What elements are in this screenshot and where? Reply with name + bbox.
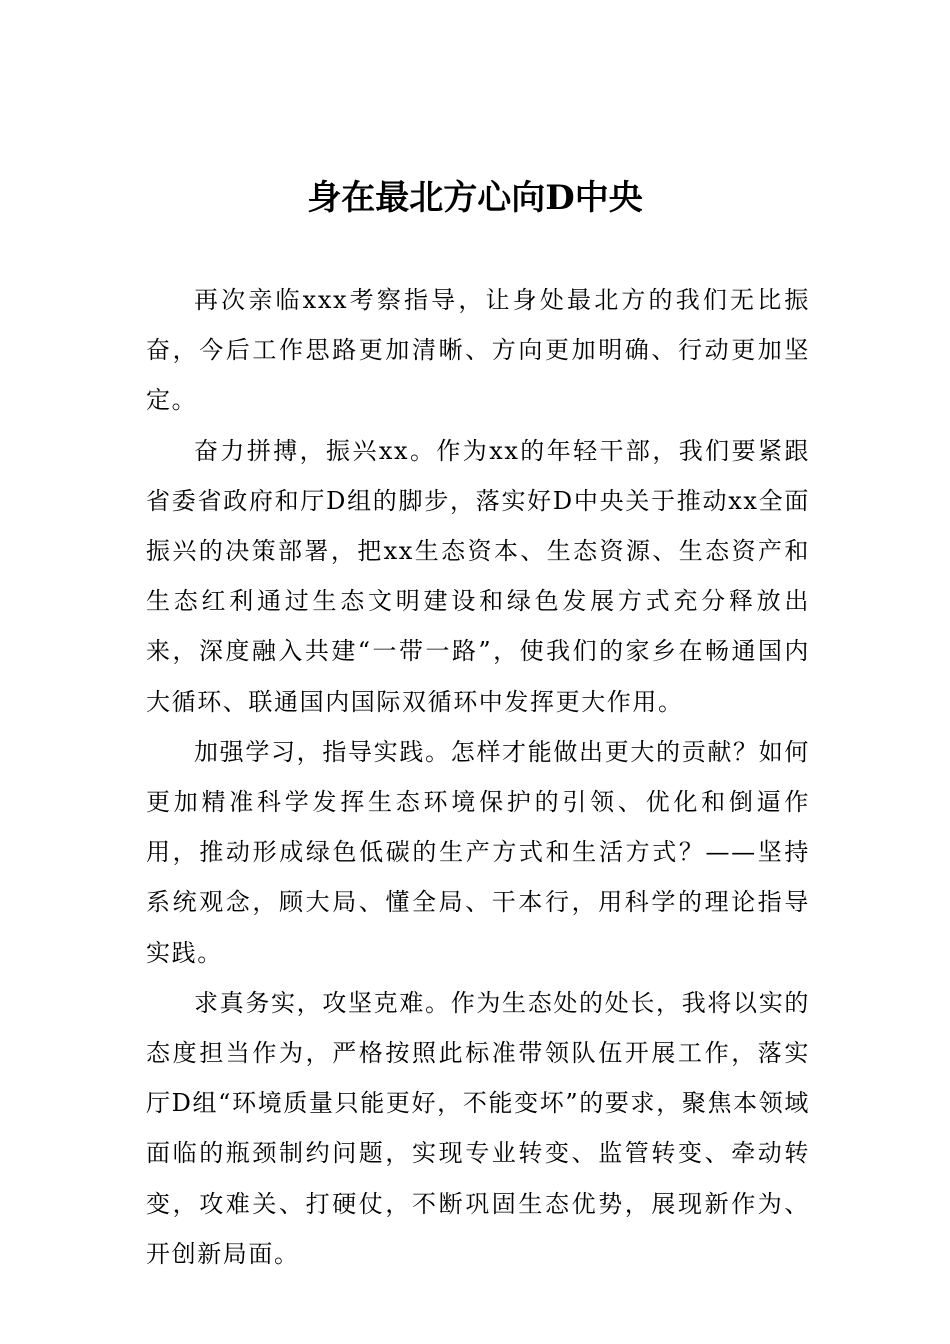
paragraph-1: 再次亲临xxx考察指导，让身处最北方的我们无比振奋，今后工作思路更加清晰、方向更加明确、行动更加坚定。	[146, 286, 810, 415]
paragraph-2: 奋力拼搏，振兴xx。作为xx的年轻干部，我们要紧跟省委省政府和厅D组的脚步，落实好D中央关于推动xx全面振兴的决策部署，把xx生态资本、生态资源、生态资产和生态红利通过生态文明建设和绿色发展方式充分释放出来，深度融入共建“一带一路”，使我们的家乡在畅通国内大循环、联通国内国际双循环中发挥更大作用。	[146, 436, 810, 716]
paragraph-3: 加强学习，指导实践。怎样才能做出更大的贡献？如何更加精准科学发挥生态环境保护的引领、优化和倒逼作用，推动形成绿色低碳的生产方式和生活方式？——坚持系统观念，顾大局、懂全局、干本行，用科学的理论指导实践。	[146, 737, 810, 967]
paragraph-4: 求真务实，攻坚克难。作为生态处的处长，我将以实的态度担当作为，严格按照此标准带领队伍开展工作，落实厅D组“环境质量只能更好，不能变坏”的要求，聚焦本领域面临的瓶颈制约问题，实现专业转变、监管转变、牵动转变，攻难关、打硬仗，不断巩固生态优势，展现新作为、开创新局面。	[146, 988, 810, 1268]
document-body	[146, 275, 810, 1279]
document-title: 身在最北方心向D中央	[307, 178, 643, 218]
